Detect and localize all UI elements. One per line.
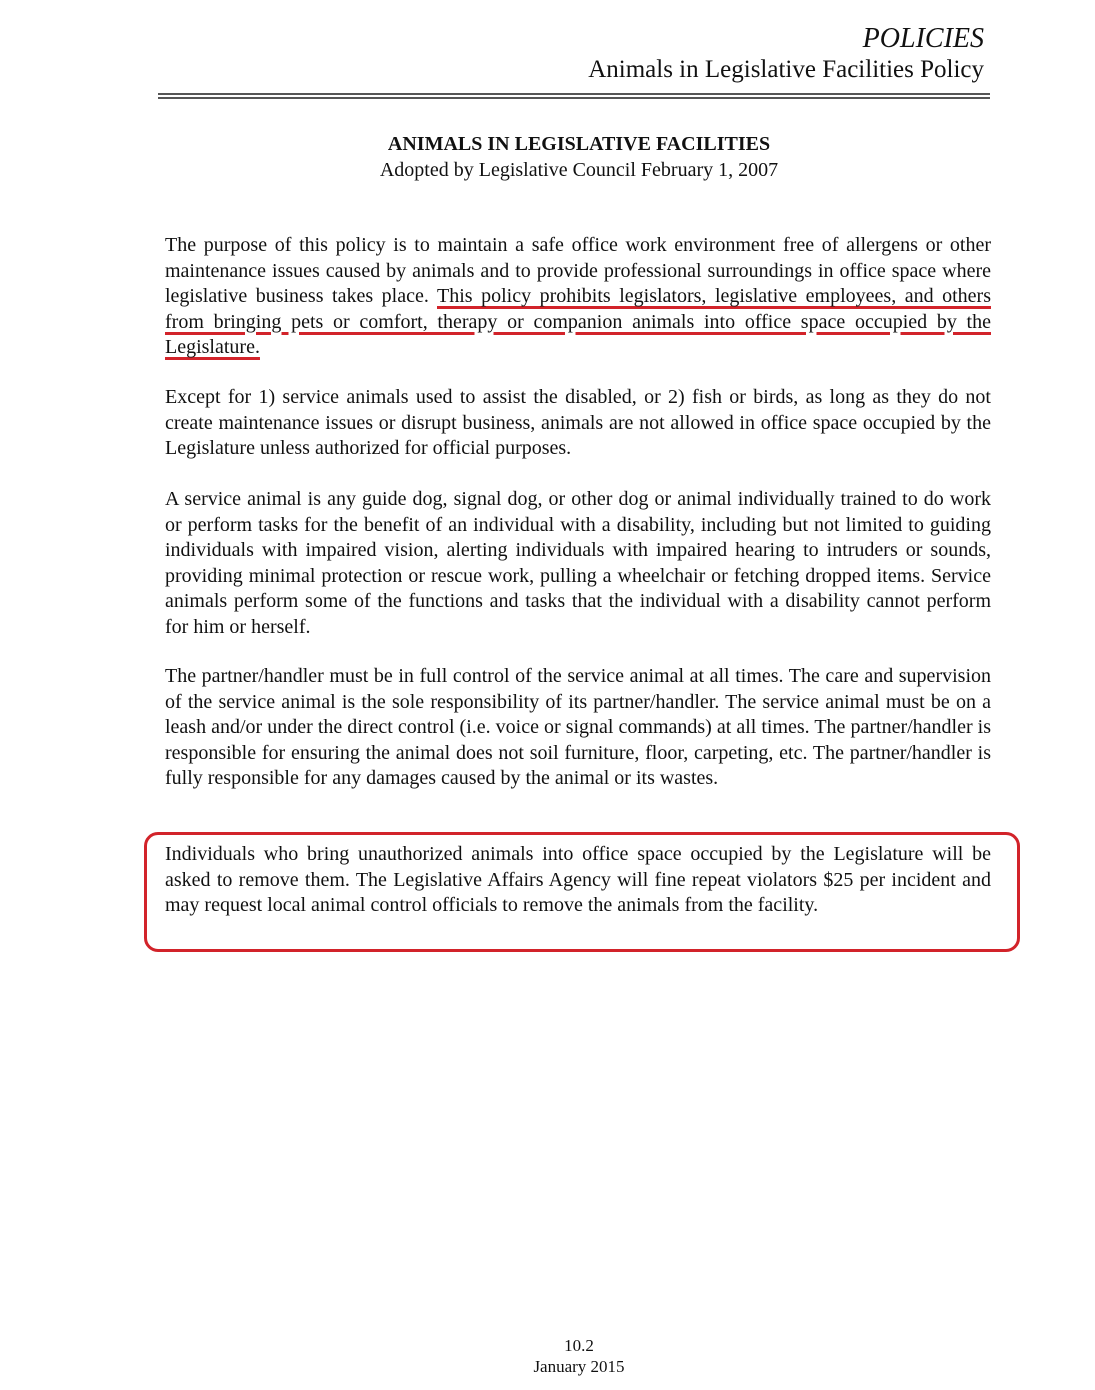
header-subtitle: Animals in Legislative Facilities Policy (588, 56, 984, 83)
header-rule (158, 93, 990, 99)
paragraph-handler-responsibility: The partner/handler must be in full control of the service animal at all times. The care and supervision of the service animal is the sole responsibility of its partner/handler. The service animal must be on a leash and/or under the direct control (i.e. voice or signal commands) at all times. The partner/handler is responsible for ensuring the animal does not soil furniture, floor, carpeting, etc. The partner/handler is fully responsible for any damages caused by the animal or its wastes. (165, 665, 991, 789)
footer-date: January 2015 (533, 1357, 625, 1376)
paragraph-service-animal-definition: A service animal is any guide dog, signal dog, or other dog or animal individually trained to do work or perform tasks for the benefit of an individual with a disability, including but not limited to guiding individuals with impaired vision, alerting individuals with impaired hearing to intruders or sounds, providing minimal protection or rescue work, pulling a wheelchair or fetching dropped items. Service animals perform some of the functions and tasks that the individual with a disability cannot perform for him or herself. (165, 488, 991, 638)
paragraph-purpose-intro: The purpose of this policy is to maintain a safe office work environment free of allergens or other maintenance issues caused by animals and to provide professional surroundings in office space where legislative business takes place. (165, 234, 991, 307)
highlighted-prohibition: This policy prohibits legislators, legislative employees, and others from bringing pets or comfort, therapy or companion animals into office space occupied by the Legislature. (165, 285, 991, 358)
paragraph-exceptions: Except for 1) service animals used to assist the disabled, or 2) fish or birds, as long as they do not create maintenance issues or disrupt business, animals are not allowed in office space occupied by the Legislature unless authorized for official purposes. (165, 386, 991, 459)
document-title: ANIMALS IN LEGISLATIVE FACILITIES (387, 133, 771, 155)
header-category: POLICIES (862, 23, 984, 54)
footer-page-number: 10.2 (564, 1336, 594, 1355)
document-adopted-line: Adopted by Legislative Council February 1, 2007 (379, 159, 779, 181)
paragraph-purpose (165, 233, 991, 361)
paragraph-enforcement: Individuals who bring unauthorized animals into office space occupied by the Legislature will be asked to remove them. The Legislative Affairs Agency will fine repeat violators $25 per incident and may request local animal control officials to remove the animals from the facility. (165, 843, 991, 916)
